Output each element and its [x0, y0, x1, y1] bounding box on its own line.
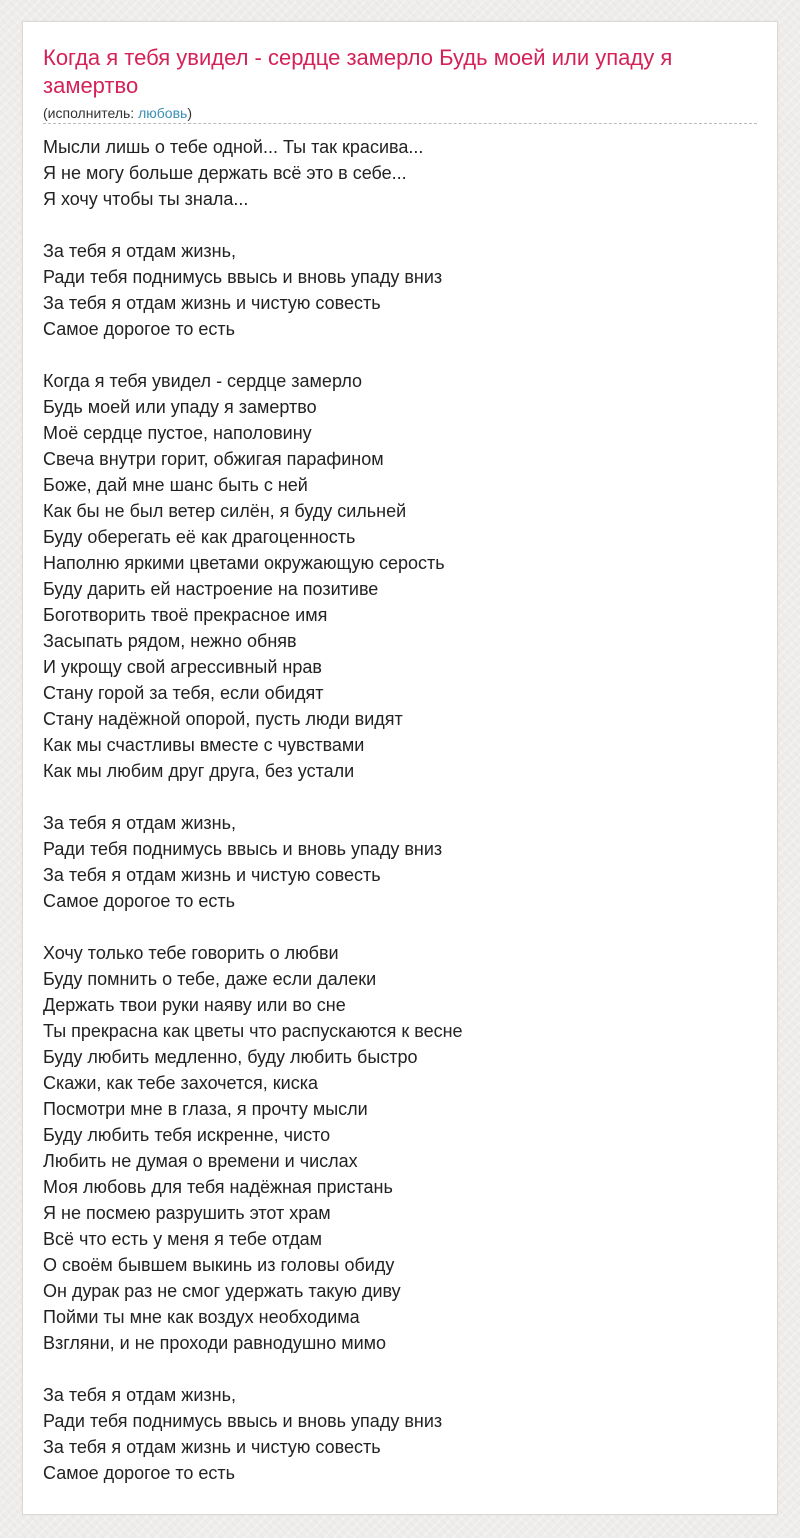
lyric-line: Самое дорогое то есть — [43, 319, 236, 339]
lyric-line: Пойми ты мне как воздух необходима — [43, 1307, 360, 1327]
lyric-line: Ради тебя поднимусь ввысь и вновь упаду вниз — [43, 839, 443, 859]
artist-link[interactable]: любовь — [138, 105, 188, 121]
lyrics-body — [43, 134, 753, 1512]
lyrics-stanza — [43, 368, 753, 784]
lyric-line: Буду оберегать её как драгоценность — [43, 527, 356, 547]
lyric-line: Хочу только тебе говорить о любви — [43, 943, 339, 963]
lyric-line: Я хочу чтобы ты знала... — [43, 189, 249, 209]
lyric-line: За тебя я отдам жизнь, — [43, 1385, 236, 1405]
lyric-line: Мысли лишь о тебе одной... Ты так красива... — [43, 137, 424, 157]
lyric-line: Я не посмею разрушить этот храм — [43, 1203, 331, 1223]
artist-prefix: (исполнитель: — [43, 105, 139, 121]
lyric-line: Моя любовь для тебя надёжная пристань — [43, 1177, 393, 1197]
lyrics-stanza — [43, 134, 753, 212]
lyric-line: Всё что есть у меня я тебе отдам — [43, 1229, 323, 1249]
lyric-line: Держать твои руки наяву или во сне — [43, 995, 346, 1015]
lyric-line: Самое дорогое то есть — [43, 1463, 236, 1483]
lyrics-card — [22, 21, 778, 1515]
lyric-line: За тебя я отдам жизнь, — [43, 813, 236, 833]
lyric-line: Свеча внутри горит, обжигая парафином — [43, 449, 384, 469]
lyric-line: Посмотри мне в глаза, я прочту мысли — [43, 1099, 368, 1119]
lyric-line: Взгляни, и не проходи равнодушно мимо — [43, 1333, 387, 1353]
lyric-line: Ради тебя поднимусь ввысь и вновь упаду вниз — [43, 267, 443, 287]
lyrics-stanza — [43, 940, 753, 1356]
artist-line — [43, 104, 192, 122]
lyrics-stanza — [43, 1382, 753, 1486]
lyric-line: Моё сердце пустое, наполовину — [43, 423, 312, 443]
lyric-line: За тебя я отдам жизнь и чистую совесть — [43, 1437, 381, 1457]
lyric-line: Боже, дай мне шанс быть с ней — [43, 475, 308, 495]
lyric-line: Самое дорогое то есть — [43, 891, 236, 911]
lyric-line: О своём бывшем выкинь из головы обиду — [43, 1255, 395, 1275]
lyric-line: Как мы любим друг друга, без устали — [43, 761, 355, 781]
lyric-line: И укрощу свой агрессивный нрав — [43, 657, 322, 677]
lyric-line: Я не могу больше держать всё это в себе... — [43, 163, 407, 183]
lyric-line: Будь моей или упаду я замертво — [43, 397, 317, 417]
lyric-line: Буду дарить ей настроение на позитиве — [43, 579, 379, 599]
lyric-line: Буду любить медленно, буду любить быстро — [43, 1047, 418, 1067]
lyric-line: Ради тебя поднимусь ввысь и вновь упаду вниз — [43, 1411, 443, 1431]
lyric-line: За тебя я отдам жизнь и чистую совесть — [43, 293, 381, 313]
lyric-line: Ты прекрасна как цветы что распускаются к весне — [43, 1021, 463, 1041]
lyric-line: Скажи, как тебе захочется, киска — [43, 1073, 318, 1093]
lyric-line: Засыпать рядом, нежно обняв — [43, 631, 297, 651]
artist-suffix: ) — [187, 105, 192, 121]
title-divider — [43, 123, 757, 124]
lyric-line: Стану горой за тебя, если обидят — [43, 683, 324, 703]
lyric-line: Когда я тебя увидел - сердце замерло — [43, 371, 363, 391]
lyrics-stanza — [43, 238, 753, 342]
lyric-line: Как мы счастливы вместе с чувствами — [43, 735, 365, 755]
lyric-line: Он дурак раз не смог удержать такую диву — [43, 1281, 401, 1301]
lyric-line: За тебя я отдам жизнь и чистую совесть — [43, 865, 381, 885]
lyrics-stanza — [43, 810, 753, 914]
song-title: Когда я тебя увидел - сердце замерло Будь моей или упаду я замертво — [43, 45, 673, 98]
lyric-line: Боготворить твоё прекрасное имя — [43, 605, 328, 625]
lyric-line: За тебя я отдам жизнь, — [43, 241, 236, 261]
lyric-line: Любить не думая о времени и числах — [43, 1151, 358, 1171]
lyric-line: Стану надёжной опорой, пусть люди видят — [43, 709, 403, 729]
lyric-line: Как бы не был ветер силён, я буду сильней — [43, 501, 407, 521]
lyric-line: Буду любить тебя искренне, чисто — [43, 1125, 331, 1145]
lyric-line: Буду помнить о тебе, даже если далеки — [43, 969, 377, 989]
lyric-line: Наполню яркими цветами окружающую серость — [43, 553, 445, 573]
